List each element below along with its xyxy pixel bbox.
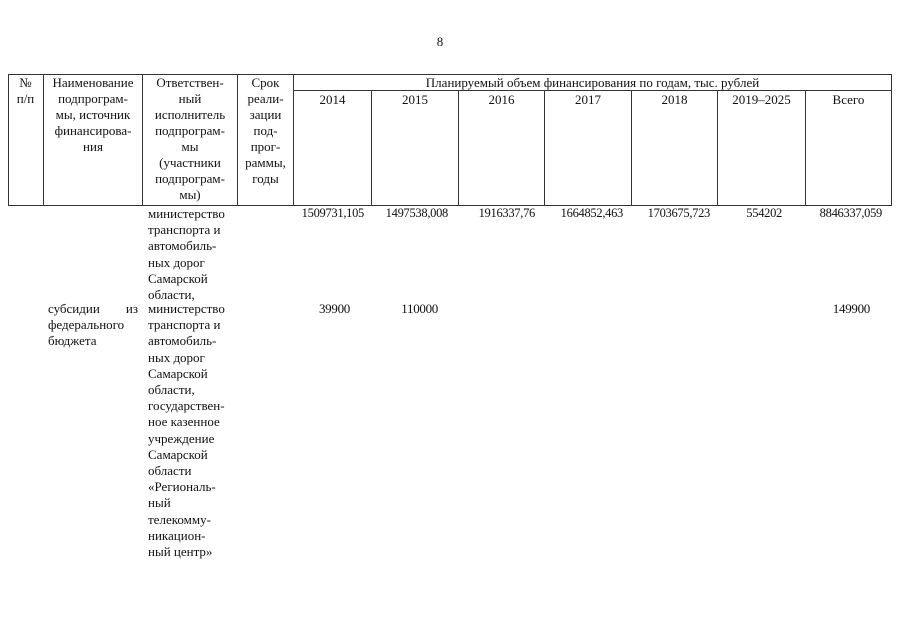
row1-value-2019-2025: 554202 <box>746 206 782 220</box>
row1-value-2018: 1703675,723 <box>647 206 710 220</box>
header-col-term: Срок реали- зации под- прог- раммы, годы <box>238 74 294 206</box>
row2-value-2015: 110000 <box>401 301 438 316</box>
page-number: 8 <box>436 34 444 49</box>
header-year-2017: 2017 <box>545 91 632 206</box>
header-year-total: Всего <box>806 91 892 206</box>
header-year-2016: 2016 <box>459 91 545 206</box>
header-col-number: № п/п <box>8 74 44 206</box>
row1-value-total: 8846337,059 <box>819 206 882 220</box>
row1-value-2016: 1916337,76 <box>478 206 535 220</box>
row1-responsible: министерство транспорта и автомобиль- ных дорог Самарской области, <box>148 206 225 303</box>
header-col-responsible: Ответствен- ный исполнитель подпрограм- мы (участники подпрограм- мы) <box>143 74 238 206</box>
header-year-2015: 2015 <box>372 91 459 206</box>
header-col-funding: Планируемый объем финансирования по годам, тыс. рублей <box>294 74 892 91</box>
header-year-2014: 2014 <box>294 91 372 206</box>
row2-value-2014: 39900 <box>318 301 350 316</box>
header-year-2019-2025: 2019–2025 <box>718 91 806 206</box>
row1-value-2015: 1497538,008 <box>385 206 448 220</box>
row2-value-total: 149900 <box>832 301 870 316</box>
header-col-name: Наименование подпрограм- мы, источник финансирова- ния <box>44 74 143 206</box>
row2-name: субсидии из федерального бюджета <box>48 301 138 349</box>
row1-value-2017: 1664852,463 <box>560 206 623 220</box>
header-year-2018: 2018 <box>632 91 718 206</box>
row2-responsible: министерство транспорта и автомобиль- ных дорог Самарской области, государствен- ное казенное учреждение Самарской области «Региональ- ный телекомму- никацион- ный центр» <box>148 301 225 560</box>
row1-value-2014: 1509731,105 <box>301 206 364 220</box>
